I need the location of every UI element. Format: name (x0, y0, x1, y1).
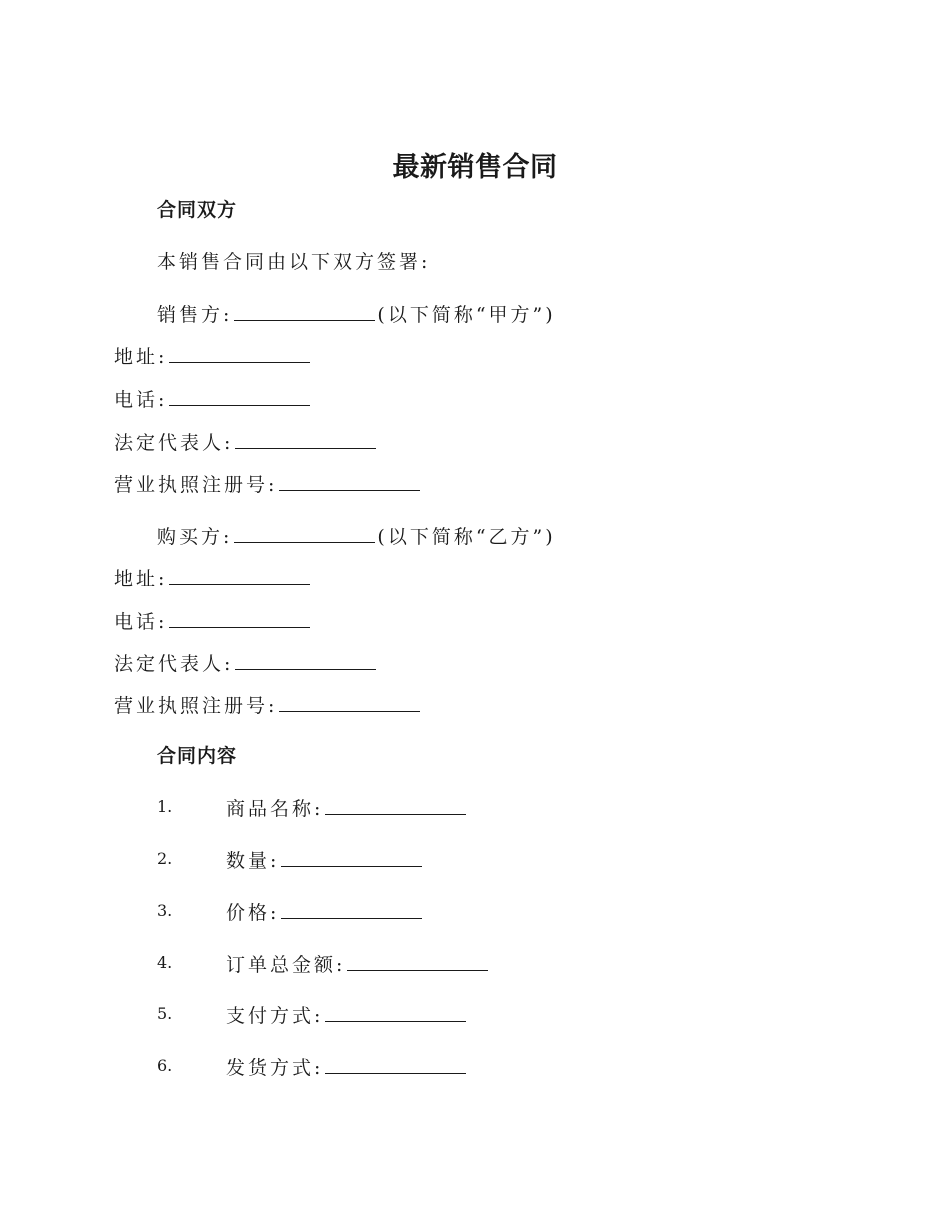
item-blank (325, 1001, 466, 1022)
seller-license-blank (279, 470, 420, 491)
item-blank (347, 950, 488, 971)
item-payment-method (226, 1001, 468, 1029)
buyer-legal-rep-blank (235, 649, 376, 670)
document-title: 最新销售合同 (392, 152, 558, 183)
seller-address-blank (169, 342, 310, 363)
seller-label: 销售方: (157, 304, 233, 326)
buyer-address-blank (169, 564, 310, 585)
item-number: 6. (157, 1056, 173, 1075)
parties-intro: 本销售合同由以下双方签署: (157, 251, 431, 273)
buyer-label: 购买方: (157, 526, 233, 548)
buyer-name-blank (234, 522, 375, 543)
buyer-legal-rep-label: 法定代表人: (114, 653, 234, 675)
seller-legal-rep-line (114, 428, 378, 456)
buyer-line (157, 522, 556, 550)
seller-license-line (114, 470, 422, 498)
buyer-phone-blank (169, 607, 310, 628)
item-label: 数量: (226, 850, 280, 872)
item-quantity (226, 846, 424, 874)
item-blank (325, 1053, 466, 1074)
item-shipping-method (226, 1053, 468, 1081)
item-price (226, 898, 424, 926)
seller-note: (以下简称“甲方”) (377, 304, 556, 326)
item-label: 价格: (226, 902, 280, 924)
item-label: 订单总金额: (226, 954, 346, 976)
seller-legal-rep-blank (235, 428, 376, 449)
seller-phone-label: 电话: (114, 389, 168, 411)
item-label: 支付方式: (226, 1005, 324, 1027)
buyer-phone-line (114, 607, 312, 635)
item-number: 4. (157, 953, 173, 972)
item-product-name (226, 794, 468, 822)
seller-legal-rep-label: 法定代表人: (114, 432, 234, 454)
item-blank (281, 898, 422, 919)
item-blank (281, 846, 422, 867)
buyer-license-label: 营业执照注册号: (114, 695, 278, 717)
item-blank (325, 794, 466, 815)
item-number: 1. (157, 797, 173, 816)
buyer-license-line (114, 691, 422, 719)
buyer-phone-label: 电话: (114, 611, 168, 633)
seller-license-label: 营业执照注册号: (114, 474, 278, 496)
buyer-address-label: 地址: (114, 568, 168, 590)
buyer-legal-rep-line (114, 649, 378, 677)
section-heading-parties: 合同双方 (157, 199, 238, 221)
seller-name-blank (234, 300, 375, 321)
seller-phone-blank (169, 385, 310, 406)
section-heading-content: 合同内容 (157, 745, 238, 767)
item-order-total (226, 950, 490, 978)
seller-address-line (114, 342, 312, 370)
seller-phone-line (114, 385, 312, 413)
item-label: 商品名称: (226, 798, 324, 820)
buyer-note: (以下简称“乙方”) (377, 526, 556, 548)
item-number: 3. (157, 901, 173, 920)
seller-line (157, 300, 556, 328)
buyer-address-line (114, 564, 312, 592)
item-number: 5. (157, 1004, 173, 1023)
item-label: 发货方式: (226, 1057, 324, 1079)
item-number: 2. (157, 849, 173, 868)
buyer-license-blank (279, 691, 420, 712)
seller-address-label: 地址: (114, 346, 168, 368)
